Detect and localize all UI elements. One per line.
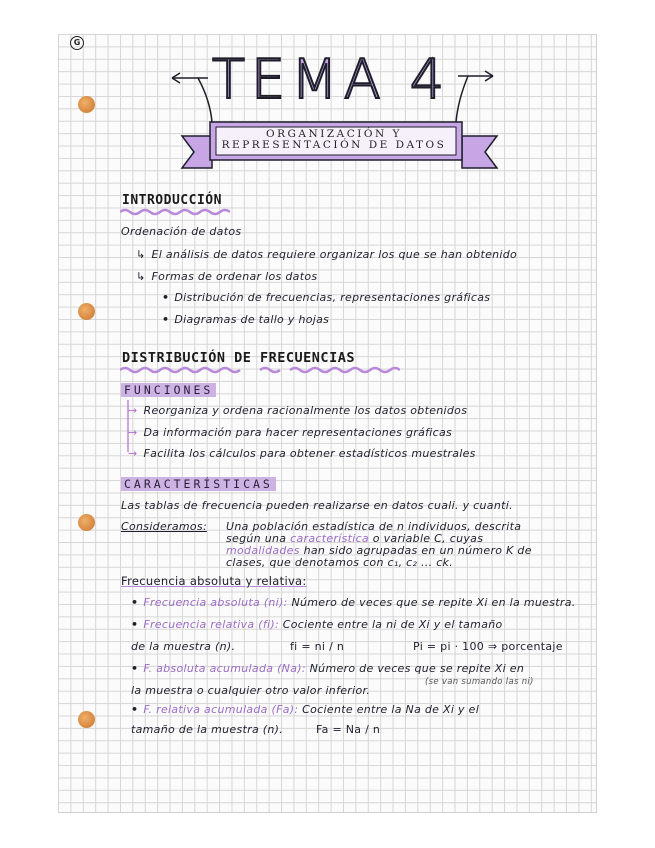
- intro-item-1: ↳ El análisis de datos requiere organizar los que se han obtenido: [136, 248, 518, 261]
- cons-highlight: modalidades: [226, 544, 300, 557]
- ordenacion-label: Ordenación de datos: [121, 225, 242, 238]
- frecuencia-relativa-acumulada-item: • F. relativa acumulada (Fa): Cociente entre la Na de Xi y el: [131, 703, 480, 716]
- frecuencia-absoluta-acumulada-item: • F. absoluta acumulada (Na): Número de veces que se repite Xi en: [131, 662, 525, 675]
- subheading-caracteristicas: CARACTERÍSTICAS: [121, 477, 276, 491]
- page-subtitle: [210, 129, 458, 151]
- funcion-2-text: Da información para hacer representaciones gráficas: [143, 426, 453, 439]
- frecuencia-relativa-acumulada-label: F. relativa acumulada (Fa):: [143, 703, 299, 716]
- cons-text: o variable C, cuyas: [372, 532, 484, 545]
- consideramos-line-1: Una población estadística de n individuos, descrita: [226, 520, 522, 533]
- binder-hole: [78, 711, 95, 728]
- intro-item-2: ↳ Formas de ordenar los datos: [136, 270, 318, 283]
- note-sumando: (se van sumando las ni): [425, 677, 534, 687]
- frecuencia-relativa-text: Cociente entre la ni de Xi y el tamaño: [282, 618, 503, 631]
- caracteristicas-line-1: Las tablas de frecuencia pueden realizarse en datos cuali. y cuanti.: [121, 499, 513, 512]
- intro-subitem-2-text: Diagramas de tallo y hojas: [174, 313, 330, 326]
- binder-hole: [78, 514, 95, 531]
- formula-fa: Fa = Na / n: [316, 723, 381, 736]
- section-heading-introduccion: INTRODUCCIÓN: [122, 193, 222, 208]
- cons-text: según una: [226, 532, 287, 545]
- frecuencia-absoluta-label: Frecuencia absoluta (ni):: [143, 596, 288, 609]
- frecuencia-absoluta-text: Número de veces que se repite Xi en la muestra.: [291, 596, 576, 609]
- funcion-3-text: Facilita los cálculos para obtener estadísticos muestrales: [143, 447, 476, 460]
- consideramos-label: Consideramos:: [121, 520, 207, 533]
- frecuencia-absoluta-acumulada-text: Número de veces que se repite Xi en: [309, 662, 525, 675]
- section-heading-distribucion: DISTRIBUCIÓN DE FRECUENCIAS: [122, 350, 355, 366]
- frecuencia-relativa-acumulada-text: Cociente entre la Na de Xi y el: [302, 703, 480, 716]
- consideramos-line-4: clases, que denotamos con c₁, c₂ ... ck.: [226, 556, 454, 569]
- frecuencia-relativa-line-2: de la muestra (n).: [131, 640, 236, 653]
- intro-item-1-text: El análisis de datos requiere organizar los que se han obtenido: [151, 248, 518, 261]
- frecuencia-absoluta-acumulada-line-2: la muestra o cualquier otro valor inferior.: [131, 684, 371, 697]
- funcion-1: → Reorganiza y ordena racionalmente los datos obtenidos: [128, 404, 468, 417]
- subtitle-line-1: ORGANIZACIÓN Y: [266, 128, 402, 140]
- intro-subitem-2: • Diagramas de tallo y hojas: [162, 313, 330, 326]
- subheading-funciones: FUNCIONES: [121, 383, 216, 397]
- formula-pi: Pi = pi · 100 ⇒ porcentaje: [413, 640, 563, 653]
- frecuencia-absoluta-item: • Frecuencia absoluta (ni): Número de veces que se repite Xi en la muestra.: [131, 596, 576, 609]
- frecuencia-absoluta-acumulada-label: F. absoluta acumulada (Na):: [143, 662, 306, 675]
- wavy-underline: [120, 366, 400, 374]
- cons-highlight: característica: [290, 532, 369, 545]
- frecuencia-relativa-label: Frecuencia relativa (fi):: [143, 618, 279, 631]
- intro-subitem-1: • Distribución de frecuencias, representaciones gráficas: [162, 291, 491, 304]
- funcion-3: → Facilita los cálculos para obtener estadísticos muestrales: [128, 447, 476, 460]
- intro-subitem-1-text: Distribución de frecuencias, representaciones gráficas: [174, 291, 491, 304]
- frecuencia-relativa-acumulada-line-2: tamaño de la muestra (n).: [131, 723, 284, 736]
- formula-fi: fi = ni / n: [290, 640, 345, 653]
- binder-hole: [78, 303, 95, 320]
- frecuencia-heading: Frecuencia absoluta y relativa:: [121, 574, 307, 588]
- brand-logo: G: [70, 36, 84, 50]
- funcion-1-text: Reorganiza y ordena racionalmente los datos obtenidos: [143, 404, 468, 417]
- cons-text: han sido agrupadas en un número K de: [303, 544, 532, 557]
- intro-item-2-text: Formas de ordenar los datos: [151, 270, 318, 283]
- wavy-underline: [120, 208, 230, 216]
- subtitle-line-2: REPRESENTACIÓN DE DATOS: [221, 139, 447, 151]
- page-title: TEMA 4: [212, 48, 451, 111]
- frecuencia-relativa-item: • Frecuencia relativa (fi): Cociente entre la ni de Xi y el tamaño: [131, 618, 503, 631]
- funcion-2: → Da información para hacer representaciones gráficas: [128, 426, 453, 439]
